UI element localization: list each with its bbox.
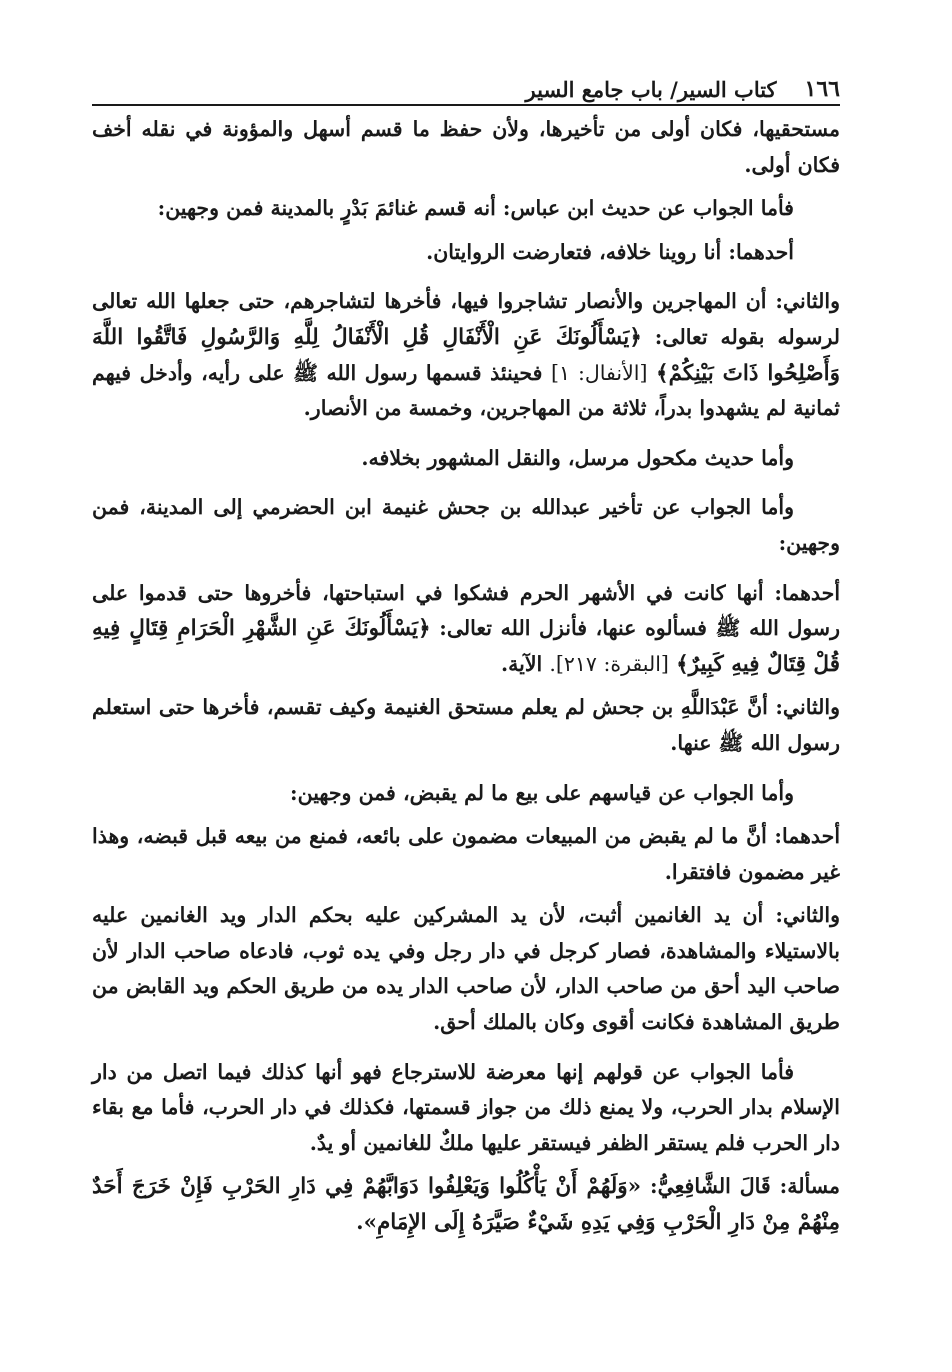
paragraph-text: أنا روينا خلافه، فتعارضت الروايتان. — [426, 239, 722, 264]
paragraph — [92, 191, 840, 227]
paragraph-lead: أحدهما: — [728, 239, 794, 264]
paragraph-lead: أحدهما: — [774, 824, 841, 849]
verse-reference: [الأنفال: ١] — [551, 360, 648, 385]
paragraph-text: وأما الجواب عن قياسهم على بيع ما لم يقبض، فمن وجهين: — [290, 780, 794, 805]
paragraph-text: فحينئذ قسمها رسول الله ﷺ على رأيه، وأدخل فيهم ثمانية لم يشهدوا بدراً، ثلاثة من المهاجرين، وخمسة من الأنصار. — [92, 360, 840, 421]
paragraph-text: وأما حديث مكحول مرسل، والنقل المشهور بخلافه. — [361, 445, 794, 470]
paragraph-text: أنَّ عَبْدَاللَّهِ بن جحش لم يعلم مستحق الغنيمة وكيف تقسم، فأخرها حتى استعلم رسول الله ﷺ عنها. — [92, 695, 840, 755]
paragraph — [92, 235, 840, 271]
body-text — [92, 112, 840, 1255]
paragraph — [92, 1169, 840, 1240]
paragraph — [92, 112, 840, 183]
verse-reference: [البقرة: ٢١٧]. — [549, 651, 669, 676]
paragraph-text: الآية. — [501, 651, 543, 676]
paragraph — [92, 576, 840, 683]
paragraph-text: أنَّ ما لم يقبض من المبيعات مضمون على بائعه، فمنع من بيعه قبل قبضه، وهذا غير مضمون فافتقرا. — [92, 824, 840, 884]
page-header — [92, 62, 840, 102]
header-rule — [92, 104, 840, 106]
page-number: ١٦٦ — [804, 76, 840, 102]
paragraph-lead: أحدهما: — [774, 580, 841, 605]
masala-heading: مسألة: قَالَ الشَّافِعِيُّ: — [650, 1174, 840, 1199]
running-title: كتاب السير/ باب جامع السير — [525, 77, 777, 102]
paragraph — [92, 1055, 840, 1162]
paragraph-text: أن يد الغانمين أثبت، لأن يد المشركين عليه بحكم الدار ويد الغانمين عليه بالاستيلاء والمشاهدة، فصار كرجل في دار رجل وفي يده ثوب، فادعاه صاحب الدار لأن صاحب اليد أحق من صاحب الدار، لأن صاحب الدار يده من طريق الحكم ويد القابض من طريق المشاهدة فكانت أقوى وكان بالملك أحق. — [92, 903, 840, 1035]
paragraph-lead: والثاني: — [775, 903, 841, 928]
paragraph-text: فأما الجواب عن حديث ابن عباس: أنه قسم غنائمَ بَدْرٍ بالمدينة فمن وجهين: — [157, 196, 794, 221]
paragraph — [92, 284, 840, 426]
paragraph-lead: والثاني: — [775, 289, 841, 314]
paragraph — [92, 776, 840, 812]
imam-quote: «وَلَهُمْ أَنْ يَأْكُلُوا وَيَعْلِفُوا دَوَابَّهُمْ فِي دَارِ الحَرْبِ فَإِنْ خَرَجَ أَحَدٌ مِنْهُمْ مِنْ دَارِ الْحَرْبِ وَفِي يَدِهِ شَيْءٌ صَيَّرَهُ إِلَى الإِمَامِ». — [92, 1174, 840, 1236]
paragraph — [92, 898, 840, 1040]
paragraph — [92, 441, 840, 477]
paragraph — [92, 690, 840, 761]
paragraph-text: أنها كانت في الأشهر الحرم فشكوا في استباحتها، فأخروها حتى قدموا على رسول الله ﷺ فسألوه عنها، فأنزل الله تعالى: — [92, 580, 841, 641]
paragraph — [92, 490, 840, 561]
paragraph-text: فأما الجواب عن قولهم إنها معرضة للاسترجاع فهو أنها كذلك فيما اتصل من دار الإسلام بدار الحرب، ولا يمنع ذلك من جواز قسمتها، فكذلك في دار الحرب، فأما مع بقاء دار الحرب فلم يستقر الظفر فيستقر عليها ملكٌ للغانمين أو يدٌ. — [92, 1059, 840, 1155]
paragraph-text: مستحقيها، فكان أولى من تأخيرها، ولأن حفظ ما قسم أسهل والمؤونة في نقله أخف فكان أولى. — [92, 117, 840, 177]
quran-verse: ﴿يَسْأَلُونَكَ عَنِ الْأَنْفَالِ قُلِ الْأَنْفَالُ لِلَّهِ وَالرَّسُولِ فَاتَّقُوا اللَّهَ وَأَصْلِحُوا ذَاتَ بَيْنِكُمْ﴾ — [92, 324, 841, 386]
quran-verse: ﴿يَسْأَلُونَكَ عَنِ الشَّهْرِ الْحَرَامِ قِتَالٍ فِيهِ قُلْ قِتَالٌ فِيهِ كَبِيرٌ﴾ — [92, 616, 840, 677]
paragraph — [92, 819, 840, 890]
paragraph-text: وأما الجواب عن تأخير عبدالله بن جحش غنيمة ابن الحضرمي إلى المدينة، فمن وجهين: — [92, 495, 840, 555]
paragraph-text: أن المهاجرين والأنصار تشاجروا فيها، فأخرها لتشاجرهم، حتى جعلها الله تعالى لرسوله بقوله تعالى: — [92, 289, 841, 349]
paragraph-lead: والثاني: — [775, 695, 840, 720]
